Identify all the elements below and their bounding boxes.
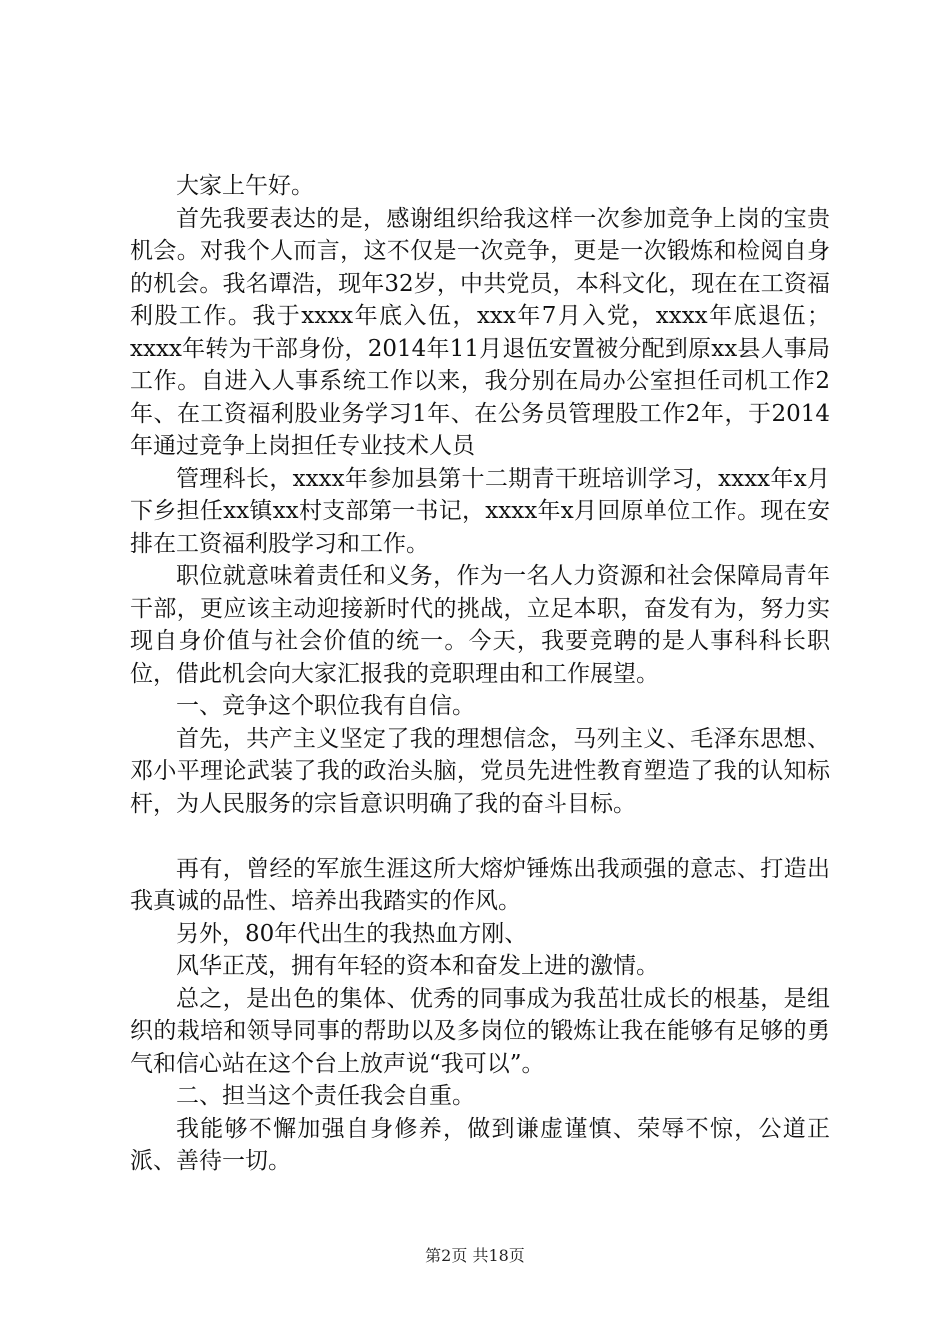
paragraph-self-cultivation: 我能够不懈加强自身修养，做到谦虚谨慎、荣辱不惊，公道正派、善待一切。	[130, 1115, 830, 1174]
section-heading-confidence: 一、竞争这个职位我有自信。	[176, 693, 475, 719]
document-body	[130, 170, 830, 1178]
section-heading-responsibility: 二、担当这个责任我会自重。	[176, 1083, 475, 1109]
paragraph-introduction: 首先我要表达的是，感谢组织给我这样一次参加竞争上岗的宝贵机会。对我个人而言，这不仅是一次竞争，更是一次锻炼和检阅自身的机会。我名谭浩，现年32岁，中共党员，本科文化，现在在工资福利股工作。我于xxxx年底入伍，xxx年7月入党，xxxx年底退伍；xxxx年转为干部身份，2014年11月退伍安置被分配到原xx县人事局工作。自进入人事系统工作以来，我分别在局办公室担任司机工作2年、在工资福利股业务学习1年、在公务员管理股工作2年，于2014年通过竞争上岗担任专业技术人员	[130, 205, 830, 459]
page-number-footer: 第2页 共18页	[425, 1246, 525, 1265]
paragraph-greeting: 大家上午好。	[176, 173, 314, 199]
paragraph-military: 再有，曾经的军旅生涯这所大熔炉锤炼出我顽强的意志、打造出我真诚的品性、培养出我踏实的作风。	[130, 855, 830, 914]
paragraph-youth: 另外，80年代出生的我热血方刚、	[176, 920, 528, 947]
paragraph-position-intent: 职位就意味着责任和义务，作为一名人力资源和社会保障局青年干部，更应该主动迎接新时代的挑战，立足本职，奋发有为，努力实现自身价值与社会价值的统一。今天，我要竞聘的是人事科科长职位，借此机会向大家汇报我的竞职理由和工作展望。	[130, 563, 830, 687]
paragraph-youth-continued: 风华正茂，拥有年轻的资本和奋发上进的激情。	[176, 953, 659, 979]
paragraph-summary: 总之，是出色的集体、优秀的同事成为我茁壮成长的根基，是组织的栽培和领导同事的帮助以及多岗位的锻炼让我在能够有足够的勇气和信心站在这个台上放声说“我可以”。	[130, 985, 830, 1077]
paragraph-beliefs: 首先，共产主义坚定了我的理想信念，马列主义、毛泽东思想、邓小平理论武装了我的政治头脑，党员先进性教育塑造了我的认知标杆，为人民服务的宗旨意识明确了我的奋斗目标。	[130, 725, 830, 817]
paragraph-career: 管理科长，xxxx年参加县第十二期青干班培训学习，xxxx年x月下乡担任xx镇xx村支部第一书记，xxxx年x月回原单位工作。现在安排在工资福利股学习和工作。	[130, 465, 830, 557]
